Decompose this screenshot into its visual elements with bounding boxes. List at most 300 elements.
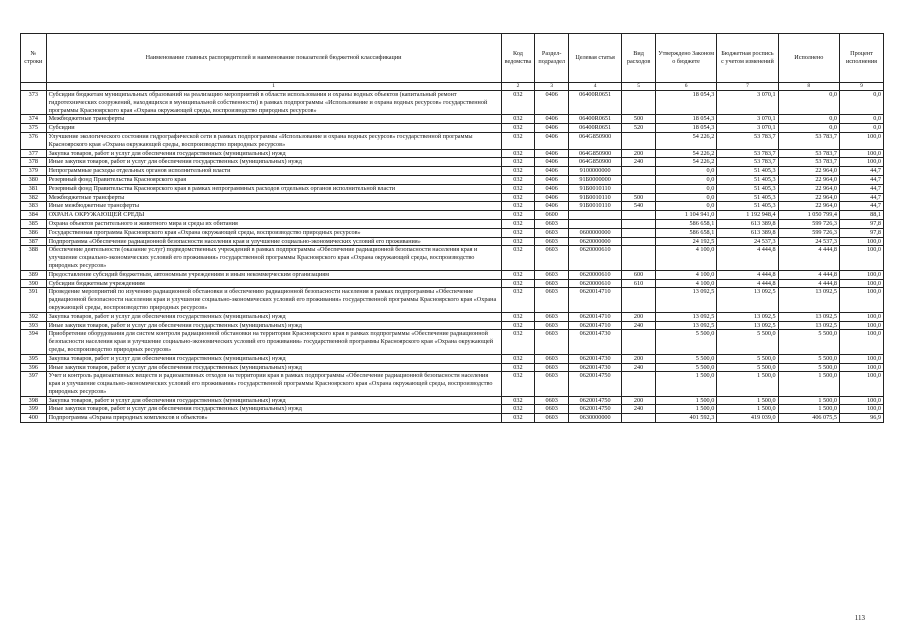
- row-type: [622, 91, 656, 115]
- row-budget: 4 444,8: [717, 246, 778, 270]
- col-number: 6: [655, 83, 716, 91]
- row-name: Иные межбюджетные трансферты: [46, 202, 501, 211]
- row-executed: 406 075,5: [778, 414, 839, 423]
- row-executed: 22 964,0: [778, 167, 839, 176]
- row-percent: 44,7: [839, 167, 883, 176]
- row-approved: 1 500,0: [655, 396, 716, 405]
- page-number: 113: [854, 614, 865, 622]
- row-type: [622, 175, 656, 184]
- row-dept: 032: [501, 193, 535, 202]
- row-type: 240: [622, 158, 656, 167]
- row-section: 0406: [535, 184, 569, 193]
- row-percent: 0,0: [839, 124, 883, 133]
- row-percent: 100,0: [839, 149, 883, 158]
- row-target: 0620014730: [569, 363, 622, 372]
- row-budget: 1 500,0: [717, 396, 778, 405]
- row-percent: 44,7: [839, 175, 883, 184]
- table-row: [21, 211, 884, 220]
- row-executed: 0,0: [778, 115, 839, 124]
- row-budget: 1 500,0: [717, 372, 778, 396]
- row-budget: 419 039,0: [717, 414, 778, 423]
- table-row: [21, 158, 884, 167]
- row-section: 0603: [535, 414, 569, 423]
- row-number: 380: [21, 175, 47, 184]
- row-target: 06400R0651: [569, 115, 622, 124]
- row-percent: 100,0: [839, 354, 883, 363]
- row-executed: 1 500,0: [778, 372, 839, 396]
- table-row: [21, 149, 884, 158]
- row-percent: 100,0: [839, 270, 883, 279]
- row-approved: 1 500,0: [655, 372, 716, 396]
- row-target: 0630000000: [569, 414, 622, 423]
- row-dept: 032: [501, 279, 535, 288]
- row-percent: 97,8: [839, 228, 883, 237]
- row-target: 064G850900: [569, 149, 622, 158]
- table-row: [21, 396, 884, 405]
- row-type: 540: [622, 202, 656, 211]
- row-approved: 54 226,2: [655, 132, 716, 149]
- row-number: 397: [21, 372, 47, 396]
- table-row: [21, 237, 884, 246]
- row-number: 399: [21, 405, 47, 414]
- row-type: [622, 228, 656, 237]
- row-number: 379: [21, 167, 47, 176]
- row-percent: 97,8: [839, 219, 883, 228]
- row-budget: 5 500,0: [717, 363, 778, 372]
- row-budget: 5 500,0: [717, 354, 778, 363]
- row-type: [622, 414, 656, 423]
- row-name: Иные закупки товаров, работ и услуг для обеспечения государственных (муниципальных) нужд: [46, 363, 501, 372]
- table-row: [21, 363, 884, 372]
- row-target: 91Б0010110: [569, 193, 622, 202]
- row-budget: 51 405,3: [717, 184, 778, 193]
- row-target: 91Б0010110: [569, 184, 622, 193]
- row-section: 0603: [535, 396, 569, 405]
- row-name: Резервный фонд Правительства Красноярского края в рамках непрограммных расходов отдельных органов исполнительной власти: [46, 184, 501, 193]
- row-percent: 100,0: [839, 288, 883, 312]
- row-number: 386: [21, 228, 47, 237]
- row-percent: 0,0: [839, 91, 883, 115]
- row-number: 377: [21, 149, 47, 158]
- row-section: 0603: [535, 354, 569, 363]
- row-budget: 613 389,8: [717, 228, 778, 237]
- row-percent: 100,0: [839, 396, 883, 405]
- row-type: [622, 219, 656, 228]
- row-dept: 032: [501, 372, 535, 396]
- row-type: 200: [622, 149, 656, 158]
- row-name: Иные закупки товаров, работ и услуг для обеспечения государственных (муниципальных) нужд: [46, 158, 501, 167]
- table-row: [21, 279, 884, 288]
- header-name: Наименование главных распорядителей и наименование показателей бюджетной классификации: [46, 34, 501, 83]
- row-executed: 13 092,5: [778, 288, 839, 312]
- col-number: 2: [501, 83, 535, 91]
- row-approved: 586 658,1: [655, 219, 716, 228]
- row-name: Непрограммные расходы отдельных органов исполнительной власти: [46, 167, 501, 176]
- row-target: 0620000610: [569, 270, 622, 279]
- header-budget: Бюджетная роспись с учетом изменений: [717, 34, 778, 83]
- row-section: 0406: [535, 132, 569, 149]
- table-row: [21, 414, 884, 423]
- row-dept: 032: [501, 288, 535, 312]
- table-row: [21, 124, 884, 133]
- row-target: 0620000000: [569, 237, 622, 246]
- row-executed: 22 964,0: [778, 193, 839, 202]
- row-dept: 032: [501, 158, 535, 167]
- row-number: 384: [21, 211, 47, 220]
- table-row: [21, 202, 884, 211]
- row-number: 373: [21, 91, 47, 115]
- row-executed: 13 092,5: [778, 312, 839, 321]
- row-percent: 44,7: [839, 193, 883, 202]
- row-executed: 22 964,0: [778, 175, 839, 184]
- header-dept: Код ведомства: [501, 34, 535, 83]
- row-section: 0406: [535, 193, 569, 202]
- row-executed: 0,0: [778, 124, 839, 133]
- table-row: [21, 184, 884, 193]
- row-approved: 18 054,3: [655, 124, 716, 133]
- row-approved: 24 192,5: [655, 237, 716, 246]
- row-target: 91Б0000000: [569, 175, 622, 184]
- col-number: 7: [717, 83, 778, 91]
- row-dept: 032: [501, 396, 535, 405]
- row-name: Межбюджетные трансферты: [46, 115, 501, 124]
- row-dept: 032: [501, 219, 535, 228]
- row-name: Предоставление субсидий бюджетным, автономным учреждениям и иным некоммерческим организациям: [46, 270, 501, 279]
- row-section: 0603: [535, 288, 569, 312]
- row-type: [622, 288, 656, 312]
- row-number: 383: [21, 202, 47, 211]
- row-number: 393: [21, 321, 47, 330]
- row-section: 0406: [535, 115, 569, 124]
- row-budget: 53 783,7: [717, 132, 778, 149]
- header-percent: Процент исполнения: [839, 34, 883, 83]
- row-name: Улучшение экологического состояния гидрографической сети в рамках подпрограммы «Использование и охрана водных ресурсов» государственной программы Красноярского края «Охрана окружающей среды, воспроизводство природных ресурсов»: [46, 132, 501, 149]
- table-row: [21, 321, 884, 330]
- row-name: Резервный фонд Правительства Красноярского края: [46, 175, 501, 184]
- row-type: [622, 246, 656, 270]
- row-target: 0620014710: [569, 321, 622, 330]
- row-section: 0603: [535, 246, 569, 270]
- row-percent: 100,0: [839, 330, 883, 354]
- row-percent: 100,0: [839, 312, 883, 321]
- col-number: 4: [569, 83, 622, 91]
- row-dept: 032: [501, 414, 535, 423]
- row-type: [622, 330, 656, 354]
- row-dept: 032: [501, 246, 535, 270]
- row-executed: 0,0: [778, 91, 839, 115]
- row-approved: 54 226,2: [655, 149, 716, 158]
- row-name: Подпрограмма «Обеспечение радиационной безопасности населения края и улучшение социально-экономических условий его проживания»: [46, 237, 501, 246]
- row-percent: 96,9: [839, 414, 883, 423]
- row-type: 500: [622, 115, 656, 124]
- col-number: 3: [535, 83, 569, 91]
- row-percent: 44,7: [839, 184, 883, 193]
- column-number-row: [21, 83, 884, 91]
- row-section: 0603: [535, 330, 569, 354]
- row-name: Учет и контроль радиоактивных веществ и радиоактивных отходов на территории края в рамках подпрограммы «Обеспечение радиационной безопасности населения края и улучшение социально-экономических условий его проживания» государственной программы Красноярского края «Охрана окружающей среды, воспроизводство природных ресурсов»: [46, 372, 501, 396]
- table-row: [21, 372, 884, 396]
- row-percent: 100,0: [839, 237, 883, 246]
- row-executed: 24 537,3: [778, 237, 839, 246]
- row-type: [622, 184, 656, 193]
- row-budget: 3 070,1: [717, 115, 778, 124]
- header-executed: Исполнено: [778, 34, 839, 83]
- row-executed: 1 500,0: [778, 405, 839, 414]
- row-name: Субсидии бюджетам муниципальных образований на реализацию мероприятий в области использования и охраны водных объектов (капитальный ремонт гидротехнических сооружений, находящихся в муниципальной собственности) в рамках подпрограммы «Использование и охрана водных ресурсов» государственной программы Красноярского края «Охрана окружающей среды, воспроизводство природных ресурсов»: [46, 91, 501, 115]
- table-row: [21, 193, 884, 202]
- row-budget: 613 389,8: [717, 219, 778, 228]
- row-executed: 5 500,0: [778, 330, 839, 354]
- row-dept: 032: [501, 91, 535, 115]
- row-name: Приобретение оборудования для систем контроля радиационной обстановки на территории Красноярского края в рамках подпрограммы «Обеспечение радиационной безопасности населения края и улучшение социально-экономических условий его проживания» государственной программы Красноярского края «Охрана окружающей среды, воспроизводство природных ресурсов»: [46, 330, 501, 354]
- header-section: Раздел-подраздел: [535, 34, 569, 83]
- row-dept: 032: [501, 270, 535, 279]
- row-approved: 5 500,0: [655, 354, 716, 363]
- row-approved: 0,0: [655, 167, 716, 176]
- row-executed: 53 783,7: [778, 132, 839, 149]
- row-executed: 4 444,8: [778, 246, 839, 270]
- row-approved: 18 054,3: [655, 115, 716, 124]
- row-number: 375: [21, 124, 47, 133]
- row-dept: 032: [501, 167, 535, 176]
- row-approved: 401 592,3: [655, 414, 716, 423]
- header-row: [21, 34, 884, 83]
- row-percent: 100,0: [839, 158, 883, 167]
- row-type: 500: [622, 193, 656, 202]
- row-name: Обеспечение деятельности (оказание услуг) подведомственных учреждений в рамках подпрограммы «Обеспечение радиационной безопасности населения края и улучшение социально-экономических условий его проживания» государственной программы Красноярского края «Охрана окружающей среды, воспроизводство природных ресурсов»: [46, 246, 501, 270]
- row-approved: 13 092,5: [655, 312, 716, 321]
- row-section: 0603: [535, 363, 569, 372]
- row-budget: 4 444,8: [717, 270, 778, 279]
- row-section: 0406: [535, 91, 569, 115]
- row-name: Иные закупки товаров, работ и услуг для обеспечения государственных (муниципальных) нужд: [46, 405, 501, 414]
- row-number: 387: [21, 237, 47, 246]
- row-dept: 032: [501, 175, 535, 184]
- row-target: 06400R0651: [569, 124, 622, 133]
- row-approved: 1 104 941,0: [655, 211, 716, 220]
- row-percent: 100,0: [839, 405, 883, 414]
- row-section: 0406: [535, 124, 569, 133]
- row-target: 0600000000: [569, 228, 622, 237]
- row-budget: 53 783,7: [717, 149, 778, 158]
- table-row: [21, 246, 884, 270]
- table-row: [21, 91, 884, 115]
- row-name: Закупка товаров, работ и услуг для обеспечения государственных (муниципальных) нужд: [46, 396, 501, 405]
- row-executed: 4 444,8: [778, 270, 839, 279]
- row-executed: 13 092,5: [778, 321, 839, 330]
- row-number: 382: [21, 193, 47, 202]
- table-body: [21, 91, 884, 423]
- row-dept: 032: [501, 211, 535, 220]
- col-number: 5: [622, 83, 656, 91]
- row-target: [569, 219, 622, 228]
- row-approved: 0,0: [655, 175, 716, 184]
- row-dept: 032: [501, 115, 535, 124]
- row-percent: 100,0: [839, 321, 883, 330]
- row-section: 0603: [535, 405, 569, 414]
- row-executed: 53 783,7: [778, 149, 839, 158]
- row-number: 390: [21, 279, 47, 288]
- row-name: Подпрограмма «Охрана природных комплексов и объектов»: [46, 414, 501, 423]
- row-name: Закупка товаров, работ и услуг для обеспечения государственных (муниципальных) нужд: [46, 312, 501, 321]
- row-executed: 5 500,0: [778, 354, 839, 363]
- row-budget: 3 070,1: [717, 124, 778, 133]
- row-section: 0406: [535, 149, 569, 158]
- row-dept: 032: [501, 312, 535, 321]
- row-executed: 5 500,0: [778, 363, 839, 372]
- row-target: [569, 211, 622, 220]
- row-budget: 13 092,5: [717, 288, 778, 312]
- row-executed: 1 500,0: [778, 396, 839, 405]
- row-approved: 13 092,5: [655, 321, 716, 330]
- row-target: 0620014710: [569, 288, 622, 312]
- row-target: 0620014750: [569, 405, 622, 414]
- row-target: 064G850900: [569, 158, 622, 167]
- table-row: [21, 288, 884, 312]
- row-dept: 032: [501, 321, 535, 330]
- header-type: Вид расходов: [622, 34, 656, 83]
- row-name: Закупка товаров, работ и услуг для обеспечения государственных (муниципальных) нужд: [46, 149, 501, 158]
- row-budget: 1 192 948,4: [717, 211, 778, 220]
- row-type: 600: [622, 270, 656, 279]
- table-row: [21, 312, 884, 321]
- table-row: [21, 167, 884, 176]
- row-section: 0603: [535, 228, 569, 237]
- row-executed: 22 964,0: [778, 184, 839, 193]
- row-target: 0620014710: [569, 312, 622, 321]
- row-approved: 5 500,0: [655, 363, 716, 372]
- row-type: 200: [622, 354, 656, 363]
- row-name: Охрана объектов растительного и животного мира и среды их обитания: [46, 219, 501, 228]
- col-number: 9: [839, 83, 883, 91]
- row-type: 240: [622, 321, 656, 330]
- row-percent: 0,0: [839, 115, 883, 124]
- row-budget: 51 405,3: [717, 167, 778, 176]
- row-executed: 1 050 799,4: [778, 211, 839, 220]
- row-percent: 100,0: [839, 246, 883, 270]
- row-budget: 3 070,1: [717, 91, 778, 115]
- row-section: 0603: [535, 279, 569, 288]
- row-type: 200: [622, 396, 656, 405]
- row-number: 389: [21, 270, 47, 279]
- row-section: 0603: [535, 372, 569, 396]
- row-approved: 4 100,0: [655, 246, 716, 270]
- row-type: 240: [622, 405, 656, 414]
- row-number: 395: [21, 354, 47, 363]
- col-number: 1: [46, 83, 501, 91]
- row-type: 520: [622, 124, 656, 133]
- row-type: [622, 167, 656, 176]
- row-target: 91Б0010110: [569, 202, 622, 211]
- row-type: 610: [622, 279, 656, 288]
- table-row: [21, 330, 884, 354]
- row-section: 0406: [535, 202, 569, 211]
- table-row: [21, 175, 884, 184]
- table-row: [21, 405, 884, 414]
- row-dept: 032: [501, 237, 535, 246]
- table-row: [21, 228, 884, 237]
- row-section: 0603: [535, 219, 569, 228]
- row-approved: 0,0: [655, 193, 716, 202]
- row-name: Субсидии: [46, 124, 501, 133]
- row-percent: 100,0: [839, 372, 883, 396]
- table-row: [21, 115, 884, 124]
- row-percent: 100,0: [839, 279, 883, 288]
- budget-table: [20, 33, 884, 423]
- row-number: 381: [21, 184, 47, 193]
- table-row: [21, 219, 884, 228]
- row-approved: 13 092,5: [655, 288, 716, 312]
- table-row: [21, 270, 884, 279]
- row-number: 385: [21, 219, 47, 228]
- row-approved: 4 100,0: [655, 279, 716, 288]
- row-name: ОХРАНА ОКРУЖАЮЩЕЙ СРЕДЫ: [46, 211, 501, 220]
- header-approved: Утверждено Законом о бюджете: [655, 34, 716, 83]
- row-budget: 5 500,0: [717, 330, 778, 354]
- row-name: Иные закупки товаров, работ и услуг для обеспечения государственных (муниципальных) нужд: [46, 321, 501, 330]
- row-number: 398: [21, 396, 47, 405]
- row-number: 374: [21, 115, 47, 124]
- table-row: [21, 132, 884, 149]
- row-dept: 032: [501, 354, 535, 363]
- row-percent: 88,1: [839, 211, 883, 220]
- row-budget: 13 092,5: [717, 312, 778, 321]
- row-number: 400: [21, 414, 47, 423]
- row-section: 0600: [535, 211, 569, 220]
- row-number: 391: [21, 288, 47, 312]
- row-approved: 586 658,1: [655, 228, 716, 237]
- row-approved: 4 100,0: [655, 270, 716, 279]
- header-num: № строки: [21, 34, 47, 83]
- row-target: 0620014730: [569, 354, 622, 363]
- row-section: 0406: [535, 175, 569, 184]
- row-approved: 1 500,0: [655, 405, 716, 414]
- row-executed: 53 783,7: [778, 158, 839, 167]
- row-number: 388: [21, 246, 47, 270]
- row-name: Государственная программа Красноярского края «Охрана окружающей среды, воспроизводство природных ресурсов»: [46, 228, 501, 237]
- header-target: Целевая статья: [569, 34, 622, 83]
- row-type: 240: [622, 363, 656, 372]
- row-type: 200: [622, 312, 656, 321]
- row-section: 0603: [535, 237, 569, 246]
- row-budget: 1 500,0: [717, 405, 778, 414]
- col-number: [21, 83, 47, 91]
- row-percent: 100,0: [839, 363, 883, 372]
- row-name: Субсидии бюджетным учреждениям: [46, 279, 501, 288]
- col-number: 8: [778, 83, 839, 91]
- row-target: 06400R0651: [569, 91, 622, 115]
- row-approved: 54 226,2: [655, 158, 716, 167]
- row-type: [622, 132, 656, 149]
- row-budget: 51 405,3: [717, 175, 778, 184]
- row-section: 0603: [535, 270, 569, 279]
- row-dept: 032: [501, 405, 535, 414]
- row-executed: 22 964,0: [778, 202, 839, 211]
- row-executed: 4 444,8: [778, 279, 839, 288]
- row-number: 392: [21, 312, 47, 321]
- row-approved: 18 054,3: [655, 91, 716, 115]
- row-target: 064G850900: [569, 132, 622, 149]
- row-dept: 032: [501, 228, 535, 237]
- row-dept: 032: [501, 132, 535, 149]
- row-budget: 4 444,8: [717, 279, 778, 288]
- row-section: 0406: [535, 167, 569, 176]
- row-type: [622, 211, 656, 220]
- row-target: 0620000610: [569, 246, 622, 270]
- table-row: [21, 354, 884, 363]
- row-section: 0603: [535, 312, 569, 321]
- row-percent: 44,7: [839, 202, 883, 211]
